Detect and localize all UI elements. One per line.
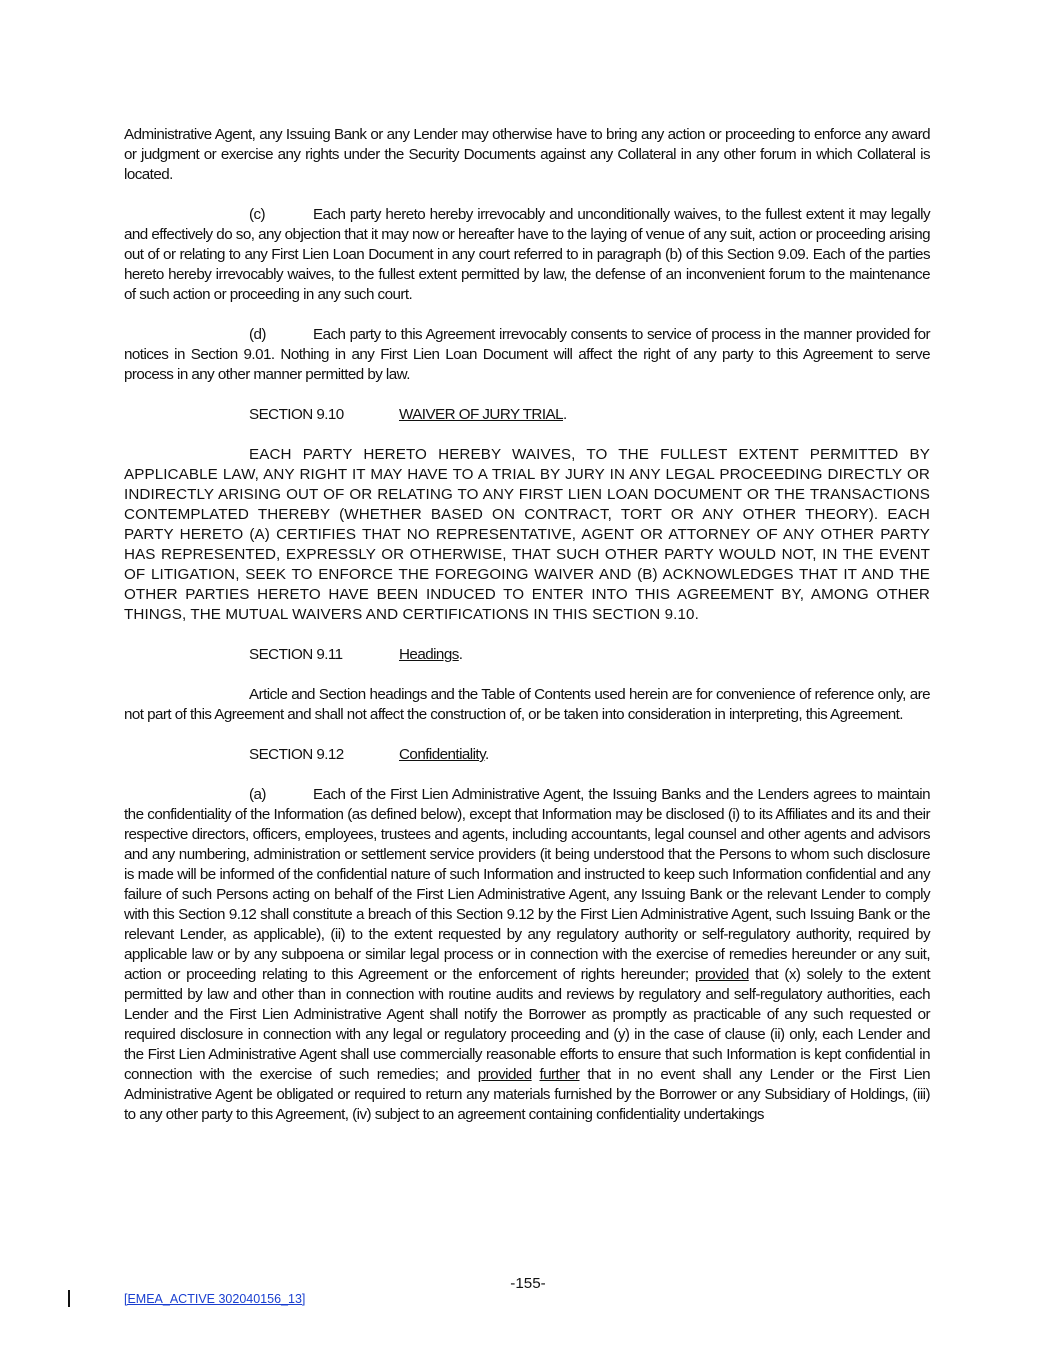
paragraph-c [124, 205, 930, 305]
provided-term: provided [694, 966, 749, 983]
paragraph-text: Each party hereto hereby irrevocably and unconditionally waives, to the fullest extent it may legally and effectively do so, any objection that it may now or hereafter have to the laying of venue of any suit, action or proceeding arising out of or relating to any First Lien Loan Document in any court referred to in paragraph (b) of this Section 9.09. Each of the parties hereto hereby irrevocably waives, to the fullest extent permitted by law, the defense of an inconvenient forum to the maintenance of such action or proceeding in any such court. [124, 206, 930, 303]
paragraph-text: Each party to this Agreement irrevocably consents to service of process in the manner provided for notices in Section 9.01. Nothing in any First Lien Loan Document will affect the right of any party to this Agreement to serve process in any other manner permitted by law. [124, 326, 930, 383]
paragraph-text: Article and Section headings and the Table of Contents used herein are for convenience of reference only, are not part of this Agreement and shall not affect the construction of, or be taken into consideration in interpreting, this Agreement. [124, 686, 930, 723]
page-number: -155- [510, 1275, 546, 1292]
paragraph-text: EACH PARTY HERETO HEREBY WAIVES, TO THE FULLEST EXTENT PERMITTED BY APPLICABLE LAW, ANY RIGHT IT MAY HAVE TO A TRIAL BY JURY IN ANY LEGAL PROCEEDING DIRECTLY OR INDIRECTLY ARISING OUT OF OR RELATING TO ANY FIRST LIEN LOAN DOCUMENT OR THE TRANSACTIONS CONTEMPLATED THEREBY (WHETHER BASED ON CONTRACT, TORT OR ANY OTHER THEORY). EACH PARTY HERETO (A) CERTIFIES THAT NO REPRESENTATIVE, AGENT OR ATTORNEY OF ANY OTHER PARTY HAS REPRESENTED, EXPRESSLY OR OTHERWISE, THAT SUCH OTHER PARTY WOULD NOT, IN THE EVENT OF LITIGATION, SEEK TO ENFORCE THE FOREGOING WAIVER AND (B) ACKNOWLEDGES THAT IT AND THE OTHER PARTIES HERETO HAVE BEEN INDUCED TO ENTER INTO THIS AGREEMENT BY, AMONG OTHER THINGS, THE MUTUAL WAIVERS AND CERTIFICATIONS IN THIS SECTION 9.10. [124, 446, 930, 623]
change-bar [68, 1290, 70, 1307]
paragraph-text: that in no event shall any Lender or the First Lien Administrative Agent be obligated or required to return any materials furnished by the Borrower or any Subsidiary of Holdings, (iii) to any other party to this Agreement, (iv) subject to an agreement containing confidentiality undertakings [124, 1066, 930, 1123]
paragraph-text: Administrative Agent, any Issuing Bank or any Lender may otherwise have to bring any action or proceeding to enforce any award or judgment or exercise any rights under the Security Documents against any Collateral in any other forum in which Collateral is located. [124, 126, 930, 183]
section-heading-9-10 [124, 405, 930, 425]
section-number: SECTION 9.10 [249, 406, 344, 423]
paragraph-d [124, 325, 930, 385]
section-title: WAIVER OF JURY TRIAL [399, 406, 563, 423]
document-reference-link[interactable]: [EMEA_ACTIVE 302040156_13] [124, 1292, 306, 1306]
paragraph-label: (d) [249, 326, 266, 343]
section-heading-9-12 [124, 745, 930, 765]
section-number: SECTION 9.12 [249, 746, 344, 763]
section-heading-9-11 [124, 645, 930, 665]
heading-period: . [485, 746, 489, 763]
provided-term: provided [477, 1066, 532, 1083]
section-title: Headings [399, 646, 459, 663]
section-number: SECTION 9.11 [249, 646, 343, 663]
paragraph-a [124, 785, 930, 1125]
paragraph-label: (c) [249, 206, 266, 223]
document-page [124, 125, 930, 1145]
further-term: further [539, 1066, 580, 1083]
heading-period: . [562, 406, 567, 423]
paragraph-continuation [124, 125, 930, 185]
paragraph-text: Each of the First Lien Administrative Agent, the Issuing Banks and the Lenders agrees to maintain the confidentiality of the Information (as defined below), except that Information may be disclosed (i) to its Affiliates and its and their respective directors, officers, employees, trustees and agents, including accountants, legal counsel and other agents and advisors and any numbering, administration or settlement service providers (it being understood that the Persons to whom such disclosure is made will be informed of the confidential nature of such Information and instructed to keep such Information confidential and any failure of such Persons acting on behalf of the First Lien Administrative Agent, any Issuing Bank or the relevant Lender to comply with this Section 9.12 shall constitute a breach of this Section 9.12 by the First Lien Administrative Agent, such Issuing Bank or the relevant Lender, as applicable), (ii) to the extent requested by any regulatory authority or self-regulatory authority, required by applicable law or by any subpoena or similar legal process or in connection with the exercise of remedies hereunder or any suit, action or proceeding relating to this Agreement or the enforcement of rights hereunder; [124, 786, 930, 983]
paragraph-label: (a) [249, 786, 266, 803]
heading-period: . [458, 646, 463, 663]
jury-waiver-paragraph [124, 445, 930, 625]
section-title: Confidentiality [399, 746, 486, 763]
paragraph-text: that (x) solely to the extent permitted by law and other than in connection with routine audits and reviews by regulatory and self-regulatory authorities, each Lender and the First Lien Administrative Agent shall notify the Borrower as promptly as practicable of any such requested or required disclosure in connection with any legal or regulatory proceeding and (y) in the case of clause (ii) only, each Lender and the First Lien Administrative Agent shall use commercially reasonable efforts to ensure that such Information is kept confidential in connection with the exercise of such remedies; and [124, 966, 930, 1083]
headings-paragraph [124, 685, 930, 725]
